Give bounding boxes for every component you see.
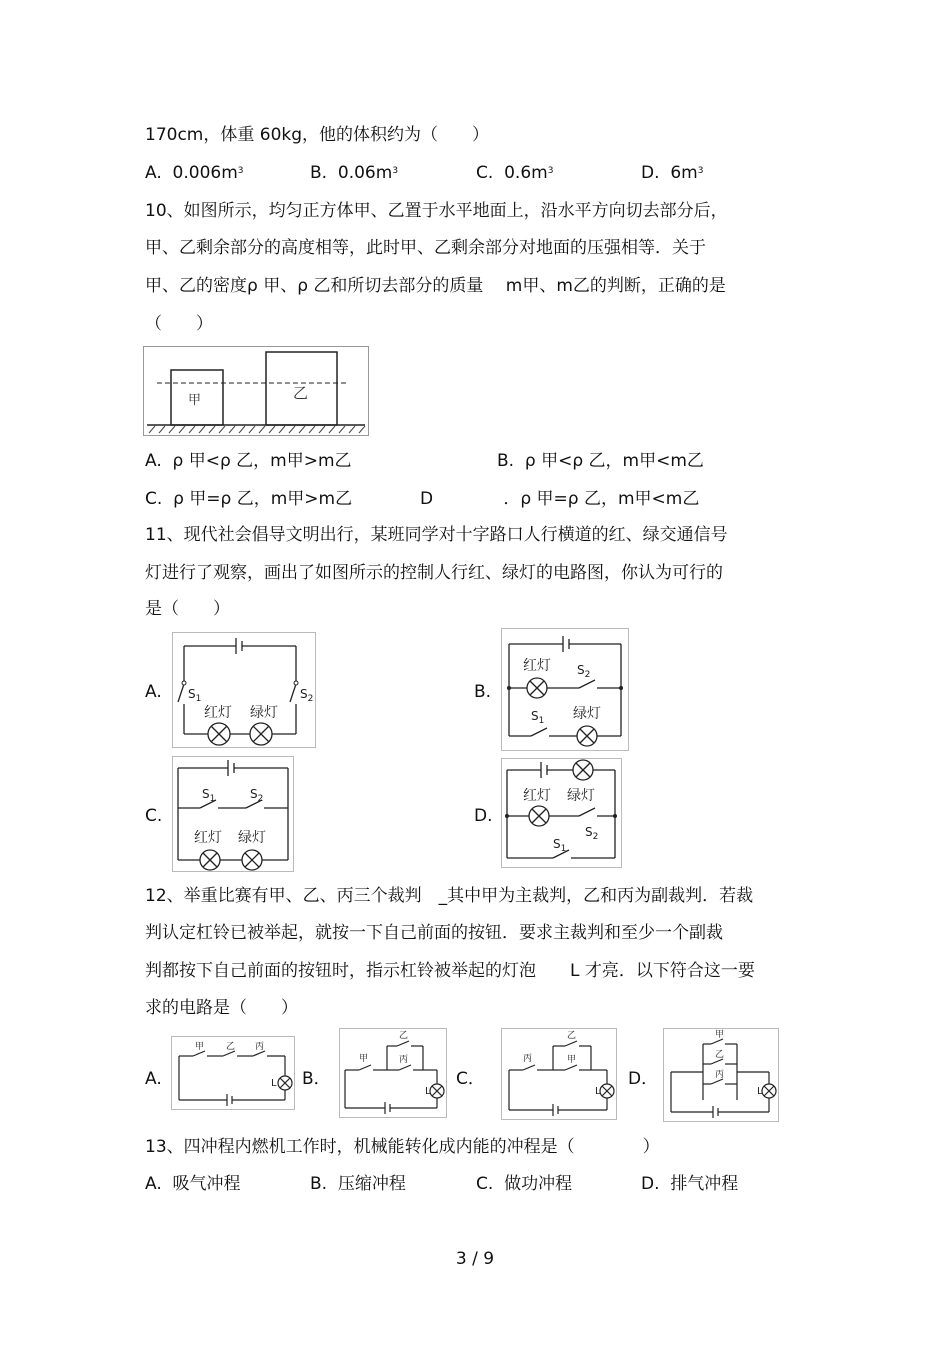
q12-option-b-label: B． [302,1069,331,1089]
q11-circuit-d [501,758,622,868]
q10-line-1: 10、如图所示，均匀正方体甲、乙置于水平地面上，沿水平方向切去部分后， [145,201,728,221]
svg-text:甲: 甲 [715,1030,725,1040]
svg-text:乙: 乙 [399,1031,409,1041]
svg-text:绿灯: 绿灯 [573,706,601,722]
page-number: 3 / 9 [455,1249,495,1269]
q10-option-a: A. ρ 甲<ρ 乙，m甲>m乙 [145,451,352,471]
svg-text:丙: 丙 [399,1055,409,1065]
svg-text:丙: 丙 [255,1042,265,1052]
svg-text:L: L [757,1086,763,1097]
q11-option-a-label: A. [145,682,162,702]
q10-line-4: （ ） [145,314,213,334]
svg-text:L: L [271,1078,277,1089]
q12-circuit-a [171,1036,295,1110]
q11-circuit-c [172,756,294,872]
q10-line-3: 甲、乙的密度ρ 甲、ρ 乙和所切去部分的质量 m甲、m乙的判断，正确的是 [145,276,726,296]
svg-text:甲: 甲 [567,1055,577,1065]
svg-text:S2: $S_2$ [250,787,264,804]
svg-text:红灯: 红灯 [194,830,222,846]
svg-text:S1: $S_1$ [553,837,567,854]
svg-text:红灯: 红灯 [204,705,232,721]
q10-option-c: C. ρ 甲=ρ 乙，m甲>m乙 [145,489,353,509]
q12-option-a-label: A. [145,1069,162,1089]
q12-circuit-c [501,1028,617,1120]
svg-text:S1: $S_1$ [531,709,545,726]
svg-text:绿灯: 绿灯 [250,705,278,721]
svg-text:绿灯: 绿灯 [238,830,266,846]
q12-option-d-label: D． [628,1069,659,1089]
svg-text:丙: 丙 [523,1054,533,1064]
q9-option-c: C. $0.6m^3$ [476,163,554,183]
svg-text:绿灯: 绿灯 [567,788,595,804]
q12-option-c-label: C． [456,1069,485,1089]
svg-text:S2: $S_2$ [585,825,599,842]
q10-option-b: B. ρ 甲<ρ 乙，m甲<m乙 [497,451,704,471]
q11-option-b-label: B. [474,682,492,702]
q9-option-b: B. $0.06m^3$ [310,163,399,183]
q12-line-4: 求的电路是（ ） [145,998,298,1018]
svg-text:乙: 乙 [715,1050,725,1060]
block-jia-label: 甲 [188,393,202,408]
block-yi-label: 乙 [293,384,309,402]
q12-line-1: 12、举重比赛有甲、乙、丙三个裁判 _其中甲为主裁判，乙和丙为副裁判．若裁 [145,886,754,906]
q11-option-c-label: C. [145,806,163,826]
svg-text:乙: 乙 [567,1031,577,1041]
q11-circuit-b [501,628,629,751]
svg-text:S2: $S_2$ [577,663,591,680]
svg-text:S1: $S_1$ [188,687,202,704]
q13-option-d: D. 排气冲程 [641,1174,739,1194]
svg-text:甲: 甲 [195,1042,205,1052]
svg-text:甲: 甲 [359,1054,369,1064]
q9-option-d: D. $6m^3$ [641,163,704,183]
svg-text:红灯: 红灯 [523,658,551,674]
svg-text:红灯: 红灯 [523,788,551,804]
q12-circuit-d [663,1028,779,1122]
svg-text:S2: $S_2$ [300,687,314,704]
q12-circuit-b [339,1028,447,1118]
svg-text:L: L [425,1086,431,1097]
q11-line-2: 灯进行了观察，画出了如图所示的控制人行红、绿灯的电路图，你认为可行的 [145,563,723,583]
q13-option-c: C. 做功冲程 [476,1174,573,1194]
q11-line-1: 11、现代社会倡导文明出行，某班同学对十字路口人行横道的红、绿交通信号 [145,525,728,545]
q13-option-a: A. 吸气冲程 [145,1174,241,1194]
q12-line-3: 判都按下自己前面的按钮时，指示杠铃被举起的灯泡 L 才亮．以下符合这一要 [145,961,755,981]
q11-option-d-label: D. [474,806,493,826]
q10-option-d: D ．ρ 甲=ρ 乙，m甲<m乙 [420,489,700,509]
svg-text:L: L [595,1086,601,1097]
q9-option-a: A. $0.006m^3$ [145,163,244,183]
q11-circuit-a [172,632,316,748]
q9-stem-tail: 170cm，体重 60kg，他的体积约为（ ） [145,125,490,145]
svg-text:丙: 丙 [715,1070,725,1080]
q10-figure [143,346,369,436]
q13-stem: 13、四冲程内燃机工作时，机械能转化成内能的冲程是（ ） [145,1137,660,1157]
q11-line-3: 是（ ） [145,599,230,619]
q10-line-2: 甲、乙剩余部分的高度相等，此时甲、乙剩余部分对地面的压强相等．关于 [145,238,706,258]
q12-line-2: 判认定杠铃已被举起，就按一下自己前面的按钮．要求主裁判和至少一个副裁 [145,923,723,943]
svg-text:S1: $S_1$ [202,787,216,804]
q13-option-b: B. 压缩冲程 [310,1174,406,1194]
svg-text:乙: 乙 [226,1042,236,1052]
